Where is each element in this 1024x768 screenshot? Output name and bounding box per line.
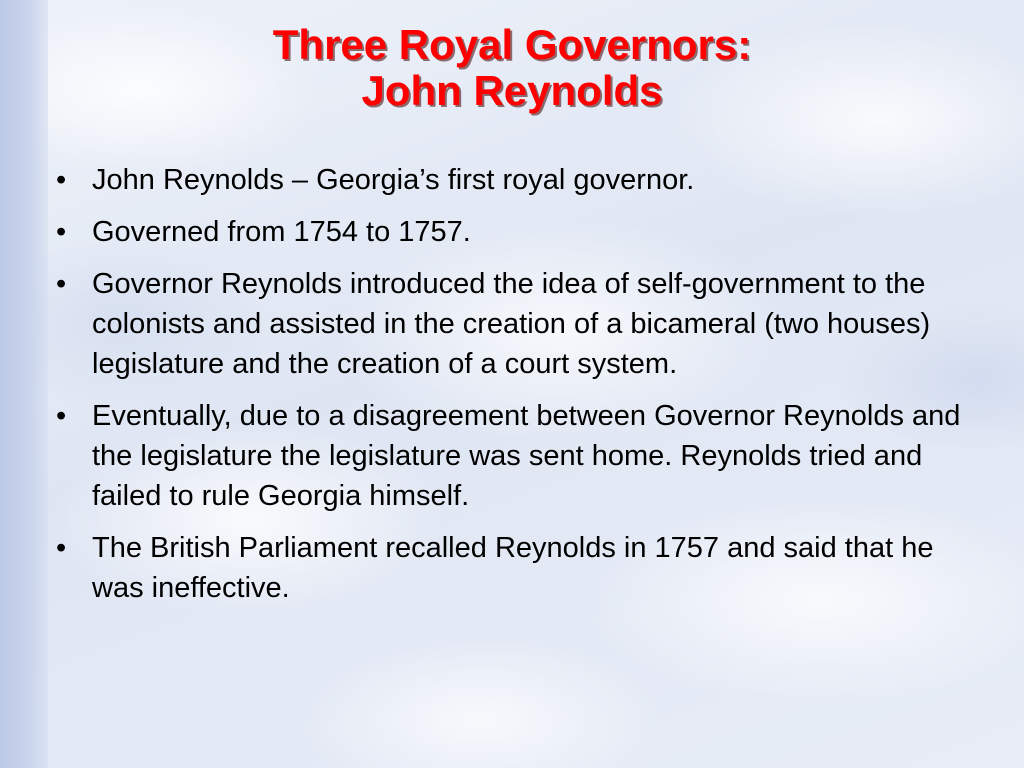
bullet-icon: • bbox=[56, 268, 67, 300]
slide-title-line-1: Three Royal Governors: bbox=[272, 21, 752, 68]
bullet-text: The British Parliament recalled Reynolds in 1757 and said that he was ineffective. bbox=[92, 532, 934, 604]
bullet-text: John Reynolds – Georgia’s first royal governor. bbox=[92, 164, 695, 196]
slide-title bbox=[60, 22, 964, 114]
bullet-list bbox=[52, 160, 982, 620]
bullet-icon: • bbox=[56, 532, 67, 564]
bullet-item bbox=[52, 160, 982, 200]
bullet-icon: • bbox=[56, 400, 67, 432]
bullet-item bbox=[52, 396, 982, 516]
bullet-text: Governed from 1754 to 1757. bbox=[92, 216, 471, 248]
bullet-item bbox=[52, 528, 982, 608]
bullet-text: Governor Reynolds introduced the idea of self-government to the colonists and assisted in the creation of a bicameral (two houses) legislature and the creation of a court system. bbox=[92, 268, 931, 380]
slide-title-line-2: John Reynolds bbox=[361, 67, 663, 114]
bullet-text: Eventually, due to a disagreement between Governor Reynolds and the legislature the legislature was sent home. Reynolds tried and failed to rule Georgia himself. bbox=[92, 400, 961, 512]
bullet-icon: • bbox=[56, 216, 67, 248]
bullet-item bbox=[52, 264, 982, 384]
bullet-item bbox=[52, 212, 982, 252]
left-accent-band bbox=[0, 0, 48, 768]
bullet-icon: • bbox=[56, 164, 67, 196]
